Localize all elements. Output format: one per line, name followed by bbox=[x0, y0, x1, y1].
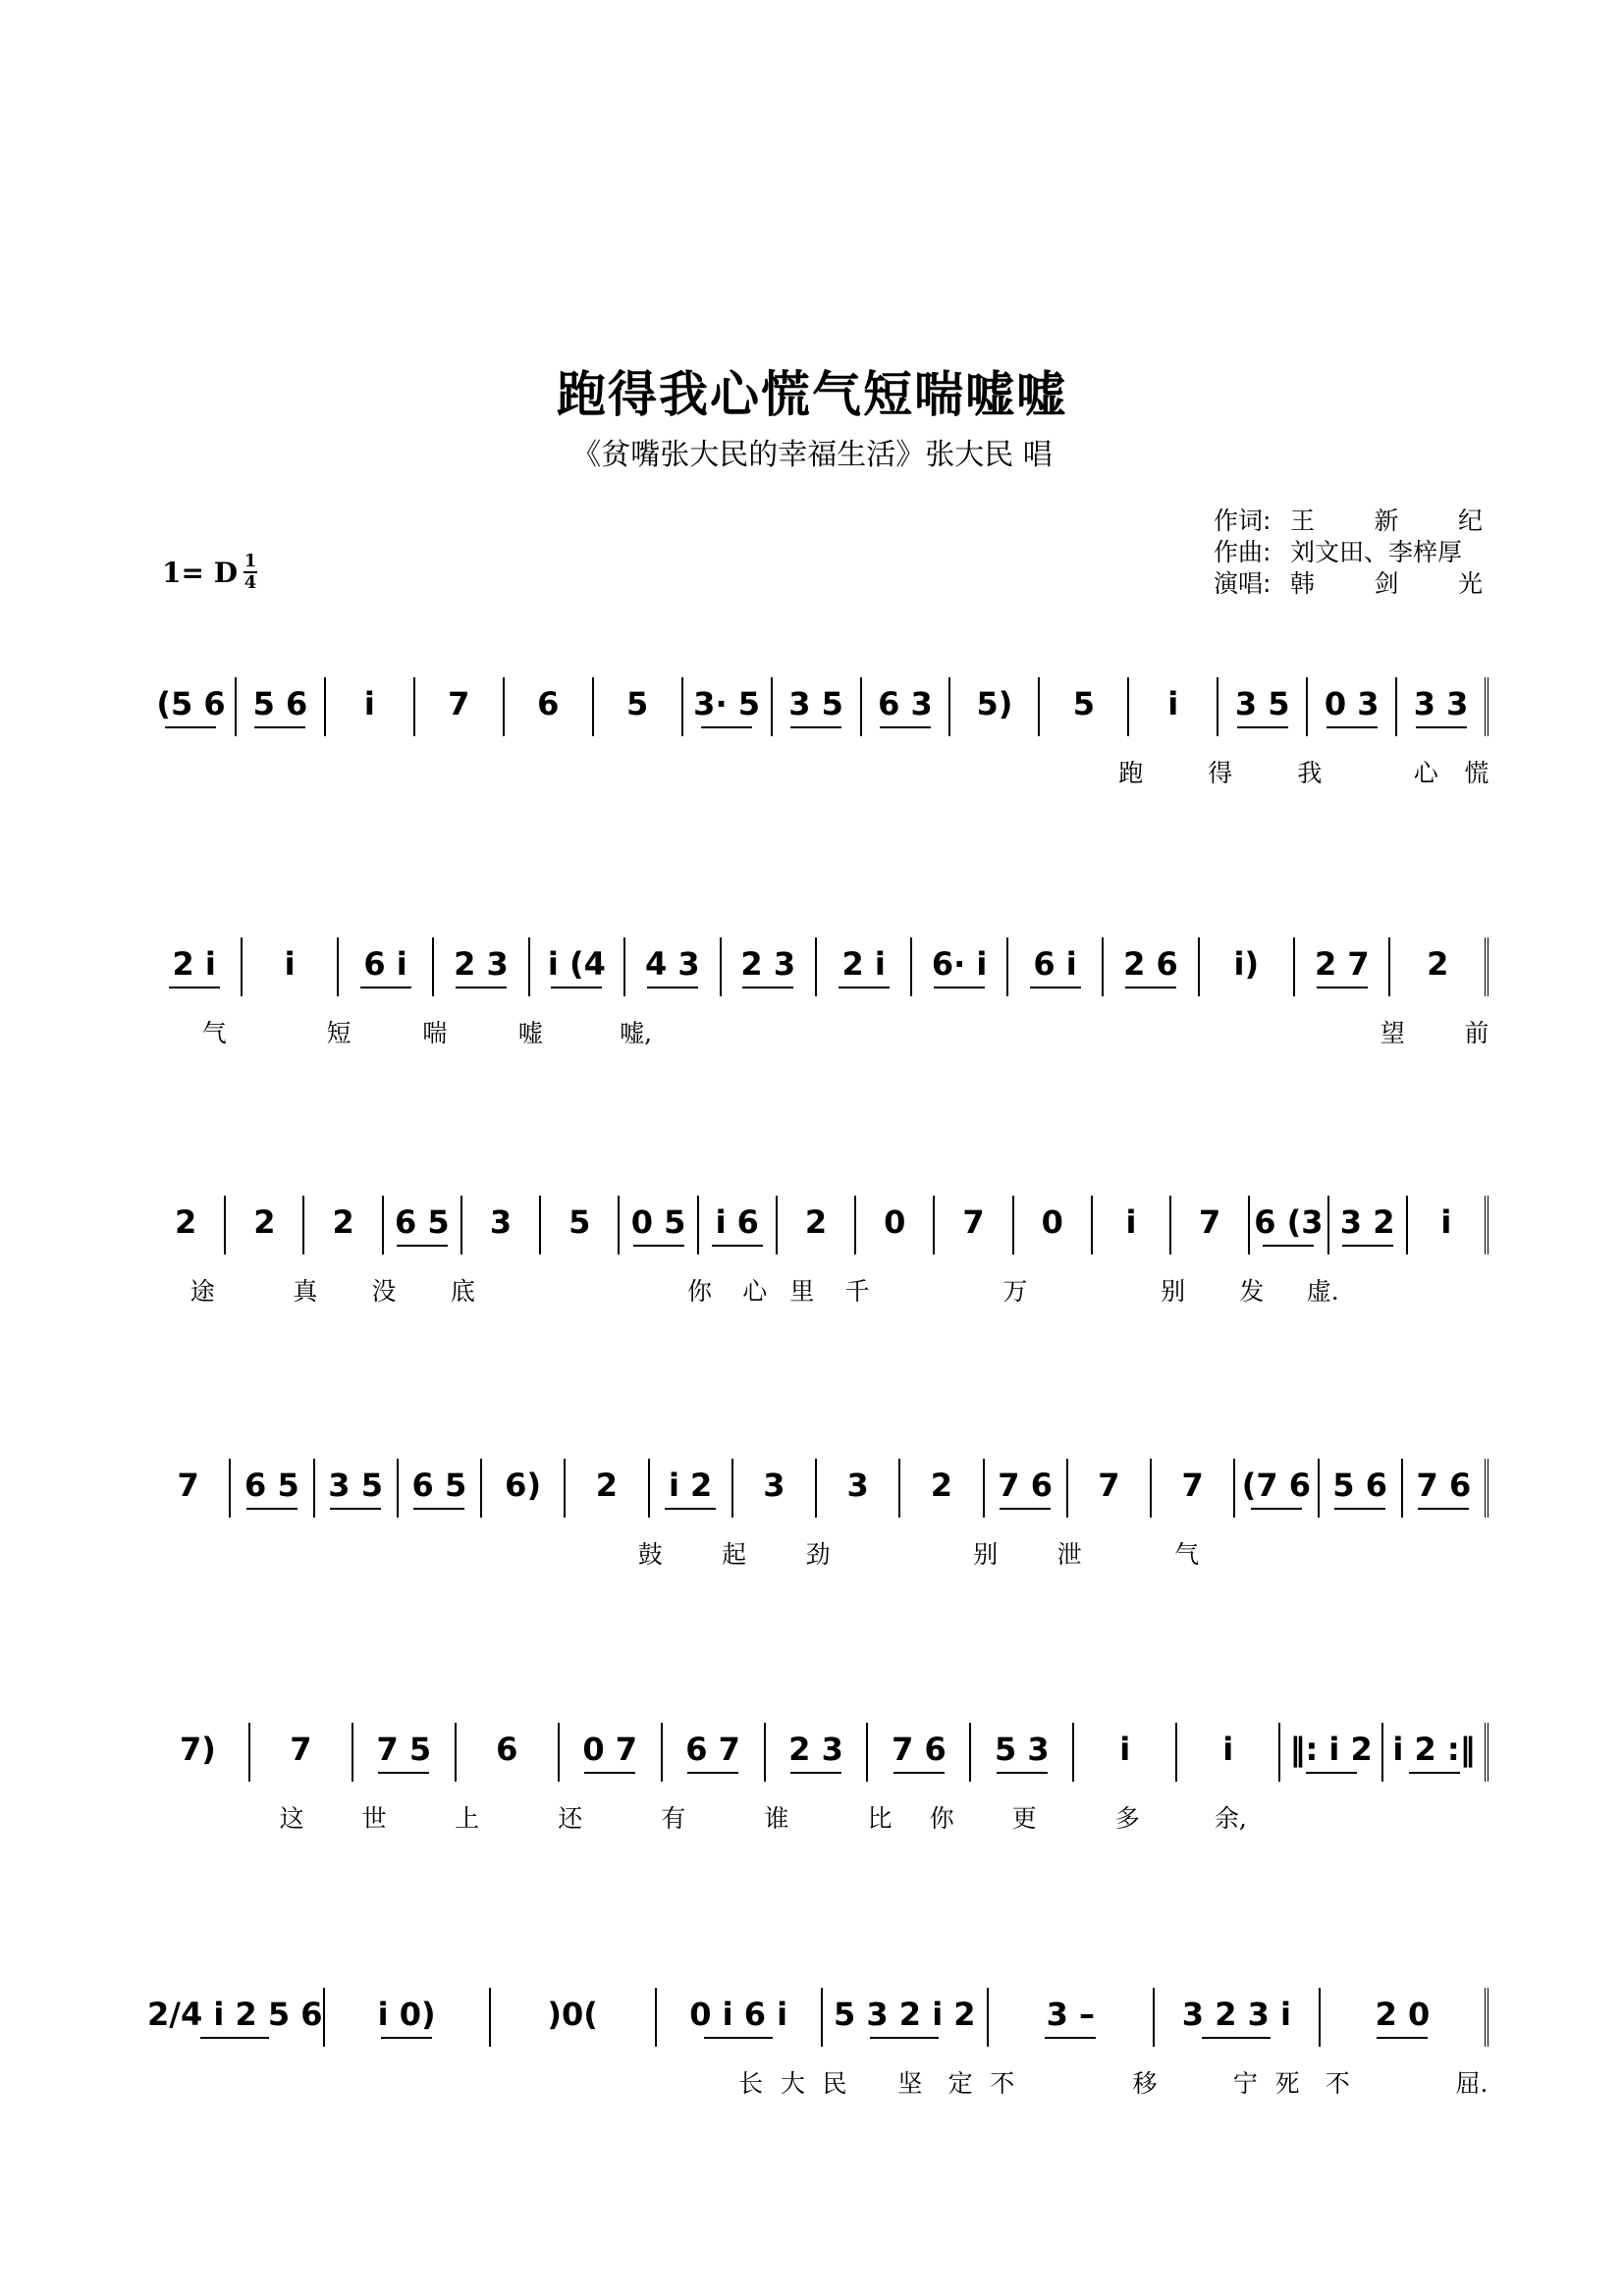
measure-notes: 6· i bbox=[931, 945, 988, 983]
beam-line bbox=[1030, 987, 1081, 988]
beam-line bbox=[1342, 1245, 1393, 1247]
measure-notes: 5 6 bbox=[252, 685, 308, 722]
measure-notes: 6 7 bbox=[685, 1731, 740, 1768]
lyric-syllable: 别 bbox=[973, 1540, 999, 1569]
lyric-syllable: 心 bbox=[1413, 759, 1438, 787]
beam-line bbox=[360, 987, 411, 988]
measure bbox=[856, 1196, 935, 1255]
measure bbox=[1129, 677, 1218, 736]
measure bbox=[985, 1459, 1068, 1518]
measure bbox=[304, 1196, 383, 1255]
measure bbox=[237, 677, 326, 736]
beam-line bbox=[687, 1772, 738, 1774]
beam-line bbox=[551, 987, 602, 988]
key-label: 1= D bbox=[162, 556, 238, 589]
lyric-syllable: 大 bbox=[780, 2069, 805, 2098]
measure bbox=[1321, 1988, 1489, 2047]
lyric-syllable: 我 bbox=[1297, 759, 1323, 787]
measure-notes: i 2 :‖ bbox=[1392, 1731, 1476, 1768]
measure bbox=[620, 1196, 698, 1255]
measure-notes: 3 – bbox=[1046, 1996, 1096, 2033]
beam-line bbox=[1237, 726, 1288, 728]
beam-line bbox=[381, 2037, 432, 2039]
measure-notes: 0 bbox=[884, 1203, 906, 1241]
measure bbox=[1218, 677, 1308, 736]
measure-notes: 7 bbox=[962, 1203, 985, 1241]
measure bbox=[147, 937, 243, 996]
measure bbox=[147, 677, 237, 736]
beam-line bbox=[1334, 1508, 1385, 1510]
measure-notes: i bbox=[1440, 1203, 1452, 1241]
measure-notes: 0 i 6 i bbox=[689, 1996, 788, 2033]
beam-line bbox=[934, 987, 985, 988]
measure-notes: 2 6 bbox=[1123, 945, 1178, 983]
beam-line bbox=[1202, 2037, 1271, 2039]
lyric-syllable: 长 bbox=[738, 2069, 764, 2098]
measure bbox=[530, 937, 625, 996]
beam-line bbox=[169, 987, 220, 988]
lyric-syllable: 你 bbox=[929, 1804, 954, 1833]
lyric-syllable: 起 bbox=[722, 1540, 747, 1569]
beam-line bbox=[378, 1772, 429, 1774]
measure bbox=[566, 1459, 649, 1518]
measure-notes: 6 5 bbox=[411, 1467, 467, 1504]
measure bbox=[147, 1459, 231, 1518]
beam-line bbox=[893, 1772, 945, 1774]
beam-line bbox=[742, 987, 793, 988]
measure-notes: 2 3 bbox=[740, 945, 796, 983]
lyric-syllable: 更 bbox=[1011, 1804, 1037, 1833]
measure-notes: 5 6 bbox=[1332, 1467, 1387, 1504]
measure-notes: i 0) bbox=[377, 1996, 436, 2033]
measure bbox=[560, 1723, 663, 1782]
lyric-syllable: 劲 bbox=[805, 1540, 831, 1569]
measure-notes: 3 5 bbox=[788, 685, 843, 722]
measure bbox=[766, 1723, 869, 1782]
measure-notes: 2 0 bbox=[1375, 1996, 1431, 2033]
measure-notes: i bbox=[1119, 1731, 1131, 1768]
lyric-syllable: 屈. bbox=[1455, 2069, 1489, 2098]
measure-notes: 6 (3 bbox=[1254, 1203, 1324, 1241]
lyrics-line bbox=[147, 1535, 1489, 1575]
notation-line bbox=[147, 677, 1489, 736]
measure bbox=[1171, 1196, 1250, 1255]
beam-line bbox=[633, 1245, 684, 1247]
measure-notes: i bbox=[284, 945, 296, 983]
measure-notes: 7 bbox=[1098, 1467, 1120, 1504]
measure bbox=[1068, 1459, 1152, 1518]
measure bbox=[1250, 1196, 1328, 1255]
measure-notes: 5 bbox=[626, 685, 649, 722]
singer-label: 演唱: bbox=[1214, 569, 1272, 598]
lyric-syllable: 短 bbox=[326, 1019, 352, 1047]
measure-notes: 5 3 bbox=[995, 1731, 1050, 1768]
measure bbox=[971, 1723, 1074, 1782]
measure-notes: 0 bbox=[1041, 1203, 1063, 1241]
lyric-syllable: 别 bbox=[1161, 1277, 1186, 1306]
lyric-syllable: 坚 bbox=[897, 2069, 923, 2098]
lyric-syllable: 余, bbox=[1214, 1804, 1247, 1833]
measure bbox=[900, 1459, 984, 1518]
beam-line bbox=[1000, 1508, 1051, 1510]
measure bbox=[434, 937, 529, 996]
composer-name: 刘文田、李梓厚 bbox=[1290, 538, 1463, 566]
measure-notes: 7 6 bbox=[998, 1467, 1053, 1504]
lyric-syllable: 不 bbox=[990, 2069, 1015, 2098]
measure bbox=[1320, 1459, 1403, 1518]
lyric-syllable: 宁 bbox=[1232, 2069, 1258, 2098]
measure bbox=[1397, 677, 1489, 736]
measure bbox=[399, 1459, 482, 1518]
beam-line bbox=[1377, 2037, 1428, 2039]
beam-line bbox=[1416, 726, 1467, 728]
lyrics-line bbox=[147, 1272, 1489, 1311]
beam-line bbox=[704, 2037, 773, 2039]
measure-notes: 2 bbox=[804, 1203, 828, 1241]
lyric-syllable: 嘘 bbox=[517, 1019, 543, 1047]
score-system bbox=[147, 937, 1489, 1075]
measure-notes: 2 7 bbox=[1314, 945, 1370, 983]
measure-notes: 2 bbox=[595, 1467, 618, 1504]
beam-line bbox=[1326, 726, 1378, 728]
measure-notes: i bbox=[1125, 1203, 1137, 1241]
lyric-syllable: 泄 bbox=[1056, 1540, 1082, 1569]
beam-line bbox=[254, 726, 305, 728]
beam-line bbox=[790, 1772, 841, 1774]
measure-notes: i (4 bbox=[547, 945, 606, 983]
lyric-syllable: 还 bbox=[558, 1804, 583, 1833]
measure bbox=[1383, 1723, 1489, 1782]
measure-notes: ‖: i 2 bbox=[1289, 1731, 1373, 1768]
lyric-syllable: 上 bbox=[455, 1804, 480, 1833]
measure-notes: 2 bbox=[174, 1203, 197, 1241]
measure bbox=[1308, 677, 1397, 736]
measure-notes: 6 5 bbox=[244, 1467, 299, 1504]
measure-notes: )0( bbox=[547, 1996, 598, 2033]
measure-notes: 2 bbox=[930, 1467, 952, 1504]
measure-notes: 3 5 bbox=[1234, 685, 1290, 722]
measure bbox=[683, 677, 773, 736]
lyric-syllable: 移 bbox=[1132, 2069, 1158, 2098]
measure-notes: 2 i bbox=[172, 945, 216, 983]
measure-notes: 2 bbox=[332, 1203, 354, 1241]
score-system bbox=[147, 677, 1489, 815]
score-system bbox=[147, 1723, 1489, 1860]
measure bbox=[989, 1988, 1155, 2047]
measure-notes: 6) bbox=[505, 1467, 542, 1504]
beam-line bbox=[790, 726, 841, 728]
score-system bbox=[147, 1196, 1489, 1333]
lyric-syllable: 你 bbox=[686, 1277, 712, 1306]
measure bbox=[1408, 1196, 1489, 1255]
measure bbox=[1403, 1459, 1489, 1518]
beam-line bbox=[1409, 1772, 1460, 1774]
lyric-syllable: 民 bbox=[822, 2069, 847, 2098]
song-subtitle: 《贫嘴张大民的幸福生活》张大民 唱 bbox=[571, 438, 1053, 472]
measure-notes: 7 5 bbox=[376, 1731, 432, 1768]
lyric-syllable: 谁 bbox=[764, 1804, 789, 1833]
beam-line bbox=[880, 726, 931, 728]
measure-notes: 6 5 bbox=[394, 1203, 450, 1241]
beam-line bbox=[1317, 987, 1368, 988]
measure-notes: 0 5 bbox=[630, 1203, 686, 1241]
lyric-syllable: 慌 bbox=[1464, 759, 1489, 787]
lyric-syllable: 嘘, bbox=[620, 1019, 653, 1047]
measure bbox=[912, 937, 1007, 996]
measure bbox=[699, 1196, 778, 1255]
beam-line bbox=[397, 1245, 448, 1247]
beam-line bbox=[1263, 1245, 1314, 1247]
measure-notes: 2 3 bbox=[454, 945, 509, 983]
measure-notes: 6 i bbox=[363, 945, 407, 983]
measure-notes: 6 bbox=[537, 685, 560, 722]
measure bbox=[1152, 1459, 1235, 1518]
measure bbox=[1295, 937, 1390, 996]
lyric-syllable: 里 bbox=[789, 1277, 815, 1306]
time-numerator: 1 bbox=[244, 551, 257, 571]
measure-notes: 3 bbox=[489, 1203, 513, 1241]
measure bbox=[147, 1723, 250, 1782]
measure bbox=[1329, 1196, 1408, 1255]
measure bbox=[1390, 937, 1488, 996]
measure-notes: 7) bbox=[180, 1731, 216, 1768]
lyric-syllable: 世 bbox=[361, 1804, 387, 1833]
notation-line bbox=[147, 1988, 1489, 2047]
notation-line bbox=[147, 1723, 1489, 1782]
measure bbox=[147, 1988, 325, 2047]
lyricist-label: 作词: bbox=[1214, 507, 1272, 535]
beam-line bbox=[712, 1245, 763, 1247]
measure bbox=[817, 1459, 900, 1518]
measure bbox=[1008, 937, 1104, 996]
measure-notes: i 2 bbox=[668, 1467, 713, 1504]
measure-notes: 3 2 3 i bbox=[1181, 1996, 1291, 2033]
beam-line bbox=[330, 1508, 381, 1510]
lyric-syllable: 底 bbox=[450, 1277, 475, 1306]
beam-line bbox=[413, 1508, 464, 1510]
lyric-syllable: 发 bbox=[1239, 1277, 1265, 1306]
measure bbox=[462, 1196, 541, 1255]
measure-notes: 3 5 bbox=[328, 1467, 383, 1504]
lyric-syllable: 望 bbox=[1380, 1019, 1405, 1047]
measure-notes: i 6 bbox=[715, 1203, 759, 1241]
measure-notes: 6 3 bbox=[878, 685, 933, 722]
measure bbox=[1177, 1723, 1280, 1782]
lyric-syllable: 万 bbox=[1002, 1277, 1028, 1306]
beam-line bbox=[839, 987, 890, 988]
lyric-syllable: 这 bbox=[279, 1804, 304, 1833]
measure bbox=[243, 937, 338, 996]
measure bbox=[733, 1459, 817, 1518]
measure-notes: 5) bbox=[976, 685, 1013, 722]
beam-line bbox=[1125, 987, 1176, 988]
measure bbox=[1280, 1723, 1383, 1782]
measure-notes: 7 bbox=[1199, 1203, 1221, 1241]
measure bbox=[823, 1988, 989, 2047]
beam-line bbox=[1418, 1508, 1469, 1510]
notation-line bbox=[147, 1196, 1489, 1255]
beam-line bbox=[997, 1772, 1048, 1774]
score-system bbox=[147, 1459, 1489, 1596]
lyrics-line bbox=[147, 2064, 1489, 2104]
measure bbox=[868, 1723, 971, 1782]
measure bbox=[384, 1196, 462, 1255]
score-system bbox=[147, 1988, 1489, 2125]
measure bbox=[1074, 1723, 1177, 1782]
measure-notes: 3 2 bbox=[1339, 1203, 1395, 1241]
measure bbox=[353, 1723, 457, 1782]
measure bbox=[339, 937, 434, 996]
beam-line bbox=[647, 987, 698, 988]
lyric-syllable: 真 bbox=[293, 1277, 318, 1306]
measure-notes: 2 i bbox=[841, 945, 886, 983]
notation-line bbox=[147, 1459, 1489, 1518]
measure bbox=[817, 937, 912, 996]
measure-notes: 3 bbox=[763, 1467, 785, 1504]
beam-line bbox=[1045, 2037, 1096, 2039]
time-denominator: 4 bbox=[244, 572, 257, 593]
measure bbox=[491, 1988, 657, 2047]
lyric-syllable: 心 bbox=[742, 1277, 768, 1306]
measure bbox=[1093, 1196, 1171, 1255]
measure bbox=[722, 937, 817, 996]
lyric-syllable: 气 bbox=[1174, 1540, 1200, 1569]
measure bbox=[1235, 1459, 1319, 1518]
lyrics-line bbox=[147, 1014, 1489, 1053]
measure-notes: 0 3 bbox=[1324, 685, 1380, 722]
measure-notes: i bbox=[363, 685, 375, 722]
lyricist-name: 王 新 纪 bbox=[1290, 507, 1483, 535]
beam-line bbox=[1251, 1508, 1302, 1510]
lyric-syllable: 没 bbox=[371, 1277, 397, 1306]
measure bbox=[625, 937, 721, 996]
measure bbox=[1200, 937, 1295, 996]
lyric-syllable: 有 bbox=[661, 1804, 686, 1833]
measure bbox=[778, 1196, 856, 1255]
measure-notes: 2 bbox=[1427, 945, 1449, 983]
measure-notes: i bbox=[1222, 1731, 1234, 1768]
beam-line bbox=[456, 987, 507, 988]
notation-line bbox=[147, 937, 1489, 996]
measure-notes: 6 bbox=[496, 1731, 518, 1768]
beam-line bbox=[200, 2037, 269, 2039]
composer-label: 作曲: bbox=[1214, 538, 1272, 566]
lyric-syllable: 虚. bbox=[1306, 1277, 1339, 1306]
measure bbox=[657, 1988, 823, 2047]
lyrics-line bbox=[147, 754, 1489, 793]
measure bbox=[650, 1459, 733, 1518]
lyric-syllable: 不 bbox=[1325, 2069, 1350, 2098]
measure-notes: 2 bbox=[253, 1203, 276, 1241]
measure-notes: i) bbox=[1233, 945, 1260, 983]
measure-notes: 0 7 bbox=[582, 1731, 637, 1768]
lyric-syllable: 得 bbox=[1208, 759, 1233, 787]
measure-notes: 5 bbox=[1072, 685, 1095, 722]
beam-line bbox=[665, 1508, 716, 1510]
measure-notes: 5 3 2 i 2 bbox=[833, 1996, 976, 2033]
singer-name: 韩 剑 光 bbox=[1290, 569, 1483, 598]
beam-line bbox=[1306, 1772, 1357, 1774]
measure bbox=[226, 1196, 304, 1255]
measure-notes: 4 3 bbox=[644, 945, 700, 983]
measure bbox=[147, 1196, 226, 1255]
measure-notes: 7 bbox=[1181, 1467, 1204, 1504]
lyric-syllable: 气 bbox=[201, 1019, 227, 1047]
measure bbox=[457, 1723, 560, 1782]
measure bbox=[773, 677, 862, 736]
measure bbox=[541, 1196, 620, 1255]
lyric-syllable: 前 bbox=[1464, 1019, 1489, 1047]
measure bbox=[935, 1196, 1013, 1255]
lyric-syllable: 跑 bbox=[1118, 759, 1144, 787]
beam-line bbox=[701, 726, 752, 728]
lyric-syllable: 定 bbox=[947, 2069, 973, 2098]
measure-notes: 3 3 bbox=[1413, 685, 1469, 722]
measure bbox=[326, 677, 415, 736]
measure bbox=[1104, 937, 1199, 996]
measure-notes: 5 bbox=[568, 1203, 591, 1241]
measure-notes: 7 6 bbox=[1416, 1467, 1472, 1504]
lyric-syllable: 途 bbox=[189, 1277, 215, 1306]
beam-line bbox=[246, 1508, 298, 1510]
measure-notes: i bbox=[1167, 685, 1179, 722]
measure bbox=[1155, 1988, 1321, 2047]
lyrics-line bbox=[147, 1799, 1489, 1839]
lyric-syllable: 死 bbox=[1274, 2069, 1300, 2098]
measure-notes: 2/4 i 2 5 6 bbox=[147, 1996, 323, 2033]
measure bbox=[325, 1988, 491, 2047]
measure-notes: 3 bbox=[846, 1467, 869, 1504]
measure-notes: 7 bbox=[448, 685, 470, 722]
measure bbox=[315, 1459, 399, 1518]
beam-line bbox=[165, 726, 216, 728]
measure bbox=[1014, 1196, 1093, 1255]
measure-notes: 7 6 bbox=[892, 1731, 947, 1768]
measure-notes: 7 bbox=[290, 1731, 312, 1768]
measure-notes: 6 i bbox=[1033, 945, 1077, 983]
lyric-syllable: 鼓 bbox=[637, 1540, 663, 1569]
measure-notes: 3· 5 bbox=[693, 685, 760, 722]
measure-notes: 7 bbox=[177, 1467, 199, 1504]
lyric-syllable: 比 bbox=[867, 1804, 893, 1833]
measure bbox=[415, 677, 505, 736]
beam-line bbox=[870, 2037, 939, 2039]
measure bbox=[231, 1459, 314, 1518]
measure-notes: (5 6 bbox=[156, 685, 226, 722]
measure bbox=[250, 1723, 353, 1782]
lyric-syllable: 多 bbox=[1114, 1804, 1140, 1833]
lyric-syllable: 千 bbox=[844, 1277, 870, 1306]
measure bbox=[862, 677, 951, 736]
measure-notes: 2 3 bbox=[788, 1731, 843, 1768]
beam-line bbox=[584, 1772, 635, 1774]
measure bbox=[663, 1723, 766, 1782]
lyric-syllable: 喘 bbox=[422, 1019, 448, 1047]
measure bbox=[1040, 677, 1129, 736]
measure bbox=[482, 1459, 566, 1518]
song-title: 跑得我心慌气短喘嘘嘘 bbox=[557, 365, 1067, 423]
measure-notes: (7 6 bbox=[1241, 1467, 1312, 1504]
measure bbox=[505, 677, 594, 736]
measure bbox=[594, 677, 683, 736]
measure bbox=[950, 677, 1040, 736]
